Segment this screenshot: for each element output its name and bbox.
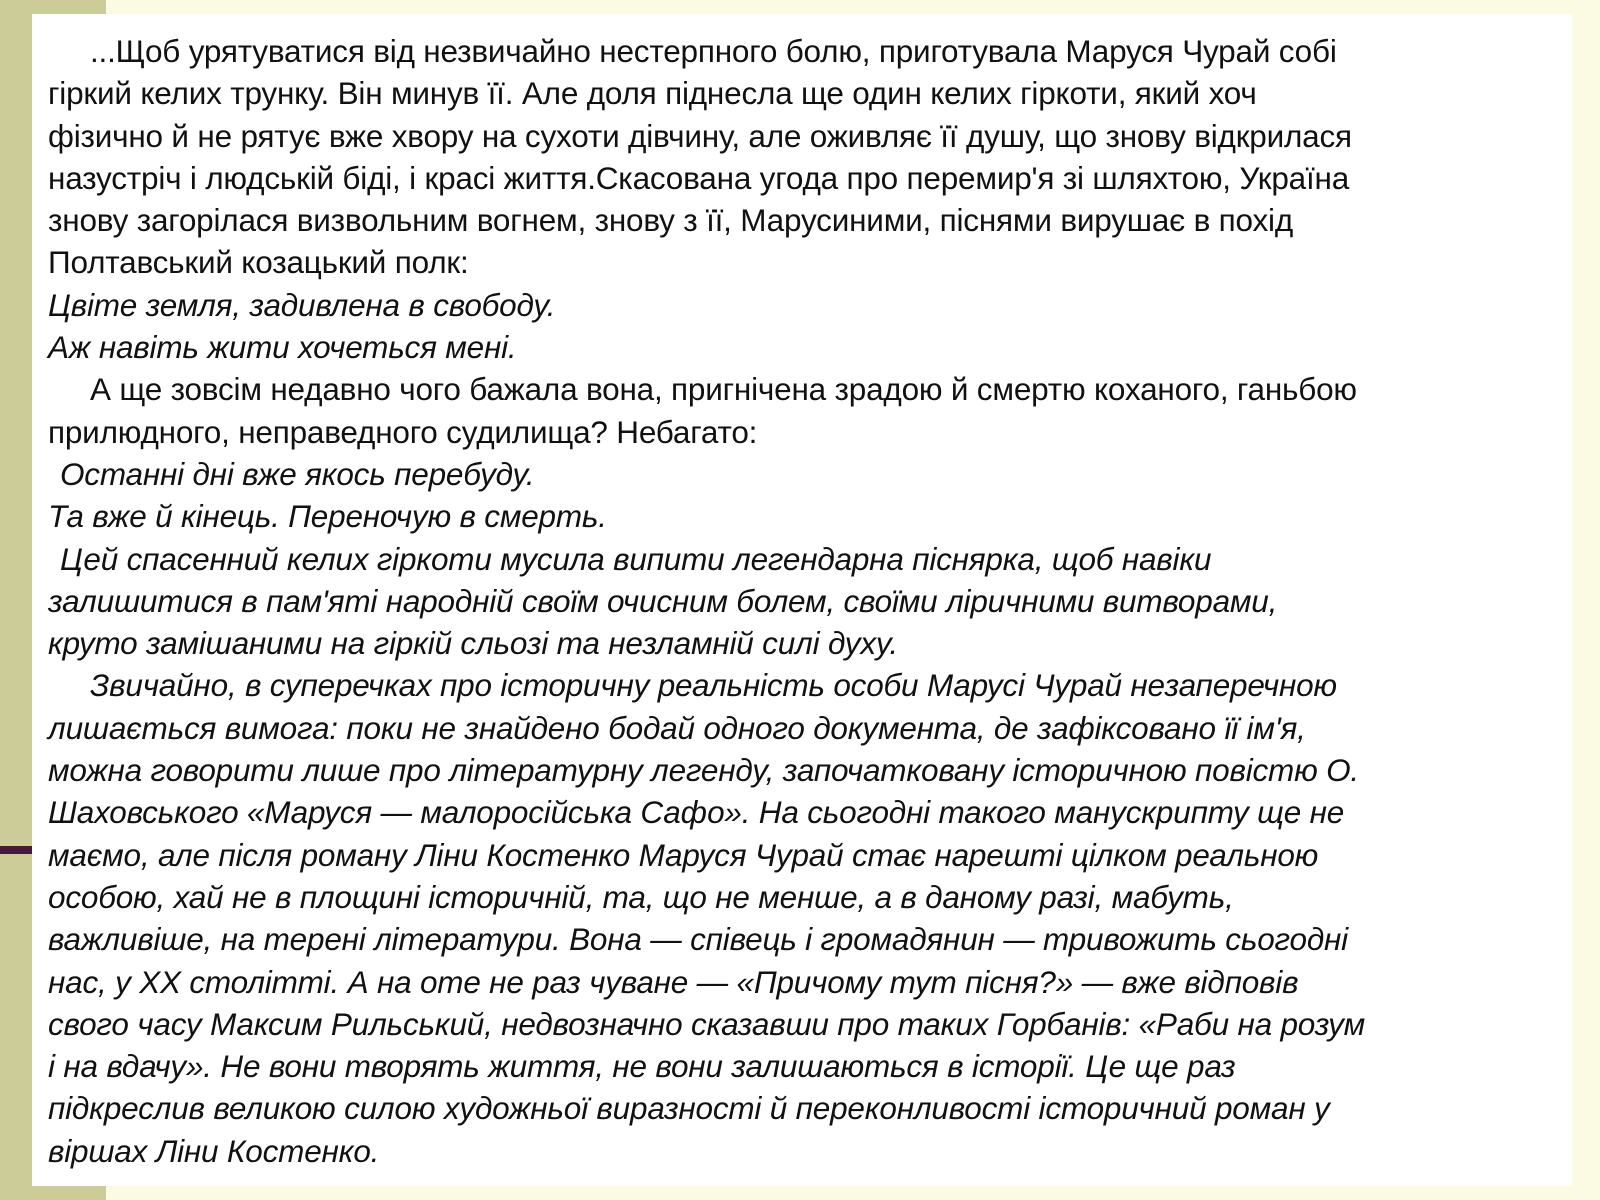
text-line: можна говорити лише про літературну легенду, започатковану історичною повістю О.	[48, 752, 1359, 789]
text-line: Шаховського «Маруся — малоросійська Сафо». На сьогодні такого манускрипту ще не	[48, 794, 1345, 831]
poem-line: Та вже й кінець. Переночую в смерть.	[48, 498, 607, 535]
poem-line: Останні дні вже якось перебуду.	[60, 455, 535, 492]
text-line: Звичайно, в суперечках про історичну реальність особи Марусі Чурай незаперечною	[90, 667, 1337, 704]
slide-text-panel	[32, 14, 1572, 1186]
text-line: віршах Ліни Костенко.	[48, 1132, 380, 1169]
text-line: А ще зовсім недавно чого бажала вона, пригнічена зрадою й смертю коханого, ганьбою	[90, 371, 1357, 408]
text-line: фізично й не рятує вже хвору на сухоти дівчину, але оживляє її душу, що знову відкрилася	[48, 117, 1352, 154]
text-line: залишитися в пам'яті народній своїм очисним болем, своїми ліричними витворами,	[48, 582, 1278, 619]
text-line: підкреслив великою силою художньої виразності й переконливості історичний роман у	[48, 1090, 1330, 1127]
text-line: гіркий келих трунку. Він минув її. Але доля піднесла ще один келих гіркоти, який хоч	[48, 75, 1257, 112]
text-line: круто замішаними на гіркій сльозі та незламній силі духу.	[48, 625, 898, 662]
text-line: прилюдного, неправедного судилища? Небагато:	[48, 413, 758, 450]
poem-line: Цвіте земля, задивлена в свободу.	[48, 286, 556, 323]
text-line: особою, хай не в площині історичній, та, що не менше, а в даному разі, мабуть,	[48, 878, 1234, 915]
text-line: важливіше, на терені літератури. Вона — співець і громадянин — тривожить сьогодні	[48, 921, 1348, 958]
text-line: і на вдачу». Не вони творять життя, не вони залишаються в історії. Це ще раз	[48, 1048, 1236, 1085]
poem-line: Аж навіть жити хочеться мені.	[48, 329, 517, 366]
text-line: нас, у XX столітті. А на оте не раз чуване — «Причому тут пісня?» — вже відповів	[48, 963, 1299, 1000]
text-line: знову загорілася визвольним вогнем, знову з її, Марусиними, піснями вирушає в похід	[48, 202, 1294, 239]
text-line: Полтавський козацький полк:	[48, 244, 469, 281]
text-line: Цей спасенний келих гіркоти мусила випити легендарна піснярка, щоб навіки	[60, 540, 1212, 577]
text-line: свого часу Максим Рильський, недвозначно сказавши про таких Горбанів: «Раби на розум	[48, 1005, 1366, 1042]
text-line: маємо, але після роману Ліни Костенко Маруся Чурай стає нарешті цілком реальною	[48, 836, 1319, 873]
text-line: ...Щоб урятуватися від незвичайно нестерпного болю, приготувала Маруся Чурай собі	[90, 33, 1337, 69]
text-line: назустріч і людській біді, і красі життя.Скасована угода про перемир'я зі шляхтою, Україна	[48, 159, 1350, 196]
text-line: лишається вимога: поки не знайдено бодай одного документа, де зафіксовано її ім'я,	[48, 709, 1306, 746]
